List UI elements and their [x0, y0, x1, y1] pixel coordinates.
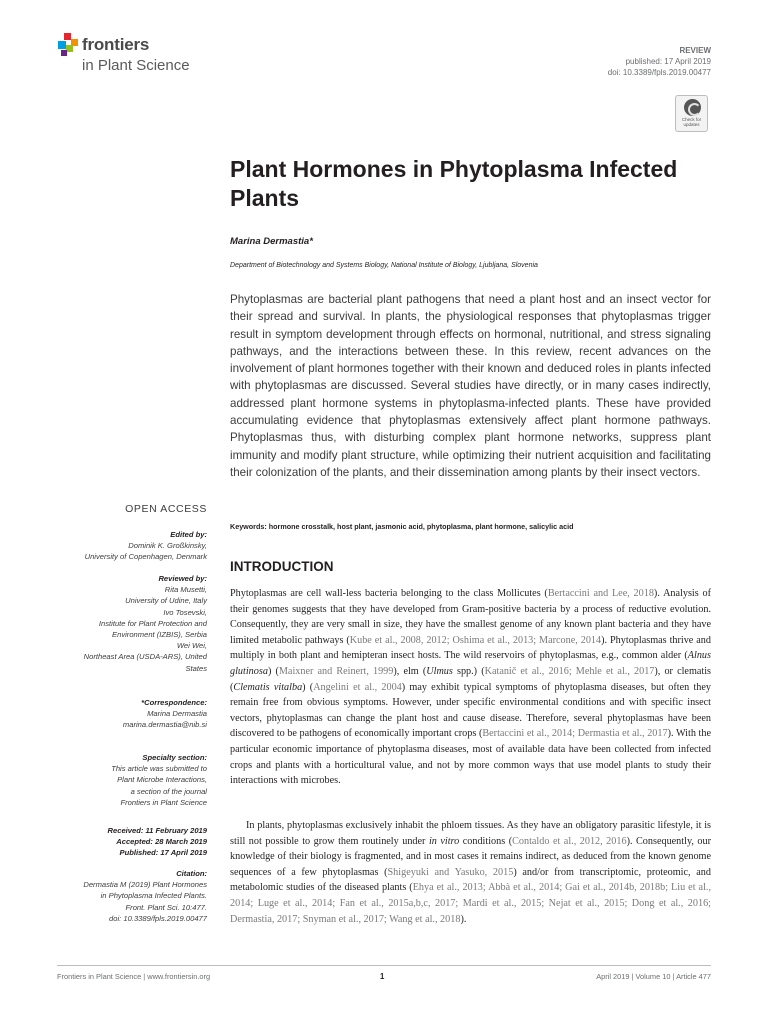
reviewer-name: Wei Wei,	[176, 641, 207, 651]
frontiers-logo-icon	[58, 33, 80, 57]
reviewer-affiliation: University of Udine, Italy	[125, 596, 207, 606]
page-number: 1	[380, 972, 385, 981]
article-meta	[608, 45, 711, 78]
reviewer-name: Ivo Tosevski,	[163, 607, 207, 617]
check-updates-icon	[684, 99, 701, 116]
check-for-updates-badge[interactable]	[675, 95, 708, 132]
reviewer-affiliation: Northeast Area (USDA-ARS), United	[83, 652, 207, 662]
correspondence-info	[50, 697, 207, 731]
reviewer-affiliation: Institute for Plant Protection and	[98, 618, 207, 628]
citation-link[interactable]: Kube et al., 2008, 2012; Oshima et al., 2013; Marcone, 2014	[349, 634, 602, 646]
editor-name: Dominik K. Großkinsky,	[128, 541, 207, 551]
specialty-line: Plant Microbe Interactions,	[117, 775, 207, 785]
footer-issue: April 2019 | Volume 10 | Article 477	[596, 972, 711, 981]
received-date: Received: 11 February 2019	[107, 826, 207, 835]
logo-word: frontiers	[82, 35, 150, 54]
article-doi[interactable]: doi: 10.3389/fpls.2019.00477	[607, 68, 711, 77]
correspondence-label: *Correspondence:	[141, 698, 207, 707]
correspondence-email[interactable]: marina.dermastia@nib.si	[122, 720, 207, 730]
accepted-date: Accepted: 28 March 2019	[116, 837, 207, 847]
keywords	[230, 522, 574, 531]
reviewer-affiliation: Environment (IZBIS), Serbia	[112, 630, 207, 640]
dates-info	[50, 825, 207, 859]
citation-link[interactable]: Ehya et al., 2013; Abbà et al., 2014; Gai et al., 2014b, 2018b; Liu et al., 2014; Luge et al., 2014; Fan et al., 2015a,b,c, 2017; Mardi et al., 2015; Nejat et al., 2015; Dong et al., 2016; Dermastia, 2017; Snyman et al., 2017; Wang et al., 2018	[230, 882, 711, 925]
specialty-line: This article was submitted to	[111, 764, 207, 774]
citation-line: Front. Plant Sci. 10:477.	[125, 902, 207, 912]
specialty-label: Specialty section:	[142, 753, 207, 762]
citation-line: in Phytoplasma Infected Plants.	[100, 891, 207, 901]
body-paragraph-2: In plants, phytoplasmas exclusively inhabit the phloem tissues. As they have an obligatory parasitic lifestyle, it is still not possible to grow them routinely under in vitro conditions (Contaldo et al., 2012, 2016). Consequently, our knowledge of their biology is fragmented, and in most cases it remains indirect, as deduced from the known genome sequences of a few phytoplasmas (Shigeyuki and Yasuko, 2015) and/or from transcriptomic, proteomic, and metabolomic studies of the diseased plants (Ehya et al., 2013; Abbà et al., 2014; Gai et al., 2014b, 2018b; Liu et al., 2014; Luge et al., 2014; Fan et al., 2015a,b,c, 2017; Mardi et al., 2015; Nejat et al., 2015; Dong et al., 2016; Dermastia, 2017; Snyman et al., 2017; Wang et al., 2018).	[230, 820, 712, 925]
citation-doi[interactable]: doi: 10.3389/fpls.2019.00477	[109, 913, 207, 923]
editor-affiliation: University of Copenhagen, Denmark	[84, 552, 207, 562]
check-updates-label: Check for updates	[681, 117, 702, 127]
citation-link[interactable]: Contaldo et al., 2012, 2016	[512, 835, 627, 847]
correspondence-name: Marina Dermastia	[147, 709, 207, 719]
published-date: published: 17 April 2019	[625, 57, 711, 66]
specialty-line: a section of the journal	[130, 786, 207, 796]
editor-info	[50, 529, 207, 563]
section-heading: INTRODUCTION	[230, 559, 334, 574]
article-author[interactable]: Marina Dermastia*	[230, 236, 313, 247]
journal-name: in Plant Science	[82, 57, 190, 74]
specialty-line: Frontiers in Plant Science	[120, 797, 207, 807]
author-affiliation: Department of Biotechnology and Systems Biology, National Institute of Biology, Ljubljana, Slovenia	[230, 262, 538, 269]
citation-line: Dermastia M (2019) Plant Hormones	[83, 880, 207, 890]
citation-link[interactable]: Angelini et al., 2004	[313, 681, 402, 693]
citation-link[interactable]: Shigeyuki and Yasuko, 2015	[387, 866, 514, 878]
reviewer-name: Rita Musetti,	[164, 585, 207, 595]
abstract: Phytoplasmas are bacterial plant pathogens that need a plant host and an insect vector for their spread and survival. In plants, the physiological responses that phytoplasmas trigger result in symptom development through effects on hormonal, nutritional, and stress signaling pathways, and the interactions between these. In this review, recent advances on the involvement of plant hormones together with their known and deduced roles in plants infected with phytoplasmas are discussed. Several studies have directly, or in many cases indirectly, addressed plant hormone systems in phytoplasma-infected plants. These have provided accumulating evidence that phytoplasmas extensively affect plant hormone pathways. Phytoplasmas thus, with disturbing complex plant hormone networks, suppress plant immunity and modify plant structure, while optimizing their nutrient acquisition and facilitating their colonization of the plants, and their dissemination among plants by their insect vectors.	[230, 293, 711, 479]
citation-link[interactable]: Bertaccini et al., 2014; Dermastia et al., 2017	[482, 728, 668, 740]
open-access-label: OPEN ACCESS	[125, 503, 207, 515]
article-title: Plant Hormones in Phytoplasma Infected Plants	[230, 156, 678, 211]
reviewer-affiliation: States	[185, 663, 207, 673]
published-date-sidebar: Published: 17 April 2019	[119, 848, 207, 858]
citation-link[interactable]: Maixner and Reinert, 1999	[278, 665, 394, 677]
reviewed-by-label: Reviewed by:	[158, 574, 207, 583]
footer-divider	[57, 965, 711, 966]
citation-link[interactable]: Bertaccini and Lee, 2018	[547, 588, 654, 599]
reviewer-info	[50, 573, 207, 674]
article-type: REVIEW	[679, 46, 711, 55]
body-paragraph-1: Phytoplasmas are cell wall-less bacteria belonging to the class Mollicutes (Bertaccini and Lee, 2018). Analysis of their genomes suggests that they have developed from Gram-positive bacteria by a process of reductive evolution. Consequently, they are very small in size, they have the smallest genome of any known plant bacteria and they have limited metabolic pathways (Kube et al., 2008, 2012; Oshima et al., 2013; Marcone, 2014). Phytoplasmas thrive and multiply in both plant and hemipteran insect hosts. The wild reservoirs of phytoplasmas, e.g., common alder (Alnus glutinosa) (Maixner and Reinert, 1999), elm (Ulmus spp.) (Katanič et al., 2016; Mehle et al., 2017), or clematis (Clematis vitalba) (Angelini et al., 2004) may exhibit typical symptoms of phytoplasma diseases, but often they remain free from obvious symptoms. However, under specific environmental conditions and with specific insect vectors, phytoplasmas can change the plant host and cause disease. Therefore, several phytoplasmas have been discovered to be pathogens of economically important crops (Bertaccini et al., 2014; Dermastia et al., 2017). With the particular economic importance of phytoplasma diseases, most of available data have been collected from infected crops and plants with a horticultural value, and not by more common ways that use model plants to study their interactions with microbes.	[230, 588, 712, 787]
citation-info	[50, 868, 207, 924]
edited-by-label: Edited by:	[170, 530, 207, 539]
keywords-label: Keywords:	[230, 522, 267, 531]
keywords-list: hormone crosstalk, host plant, jasmonic acid, phytoplasma, plant hormone, salicylic acid	[268, 522, 574, 531]
footer-journal[interactable]: Frontiers in Plant Science | www.frontiersin.org	[57, 972, 211, 981]
specialty-info	[50, 752, 207, 808]
citation-label: Citation:	[176, 869, 207, 878]
citation-link[interactable]: Katanič et al., 2016; Mehle et al., 2017	[484, 665, 655, 677]
